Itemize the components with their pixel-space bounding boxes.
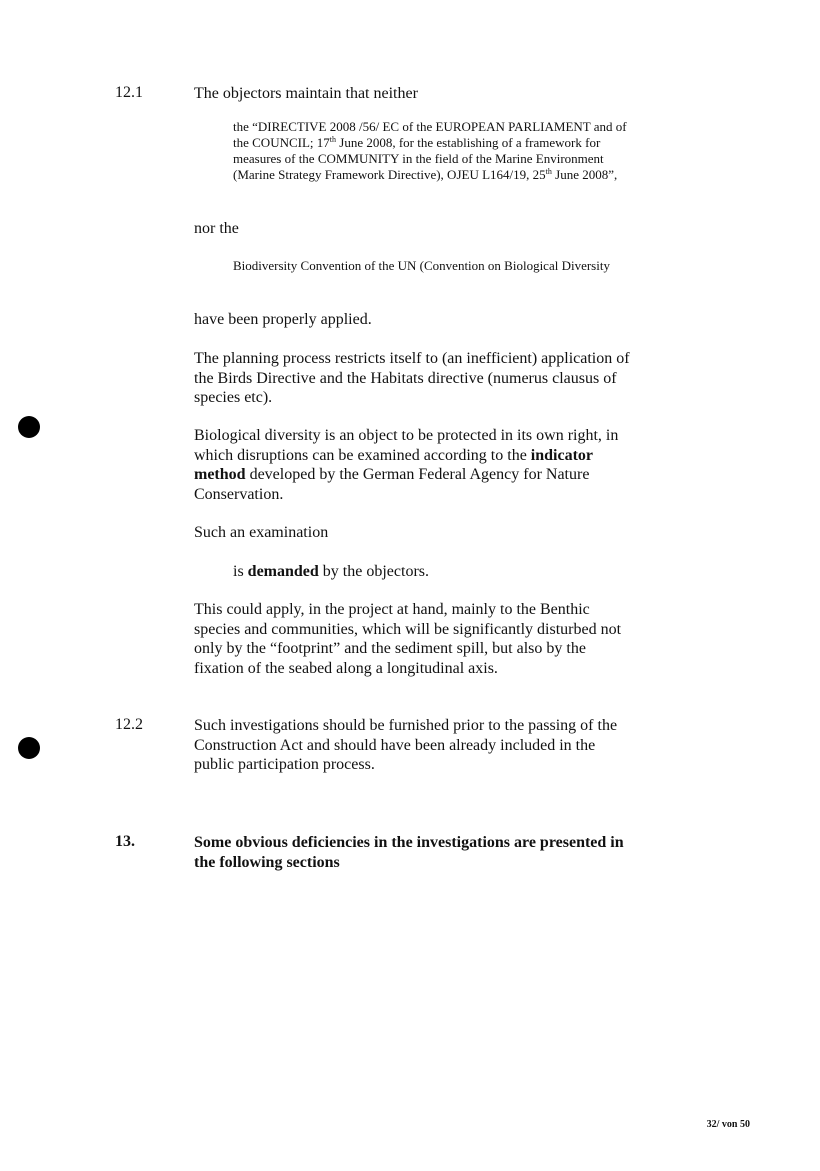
section-heading: Some obvious deficiencies in the investigations are presented in the following sections (194, 834, 624, 871)
nor-the-text: nor the (194, 220, 239, 237)
investigations-paragraph: Such investigations should be furnished prior to the passing of the Construction Act and should have been already included in the public participation process. (194, 717, 618, 773)
section-number: 12.1 (115, 84, 143, 101)
benthic-paragraph: This could apply, in the project at hand, mainly to the Benthic species and communities, which will be significantly disturbed not only by the “footprint” and the sediment spill, but also by the fixation of the seabed along a longitudinal axis. (194, 601, 622, 677)
page-number: 32/ von 50 (706, 1119, 750, 1130)
directive-quote: the “DIRECTIVE 2008 /56/ EC of the EUROPEAN PARLIAMENT and of the COUNCIL; 17th June 2008, for the establishing of a framework for measures of the COMMUNITY in the field of the Marine Environment (Marine Strategy Framework Directive), OJEU L164/19, 25th June 2008”, (233, 119, 627, 182)
applied-paragraph: have been properly applied. (194, 311, 372, 328)
biodiversity-quote: Biodiversity Convention of the UN (Convention on Biological Diversity (233, 258, 610, 273)
section-number: 12.2 (115, 716, 143, 733)
demanded-paragraph: is demanded by the objectors. (233, 563, 429, 580)
punch-hole-mark (18, 737, 40, 759)
intro-paragraph: The objectors maintain that neither (194, 85, 418, 102)
examination-paragraph: Such an examination (194, 524, 329, 541)
section-number: 13. (115, 833, 135, 850)
planning-paragraph: The planning process restricts itself to (an inefficient) application of the Birds Directive and the Habitats directive (numerus clausus of species etc). (194, 350, 630, 406)
biological-diversity-paragraph: Biological diversity is an object to be protected in its own right, in which disruptions can be examined according to the indicator method developed by the German Federal Agency for Nature Conservation. (194, 427, 619, 503)
punch-hole-mark (18, 416, 40, 438)
